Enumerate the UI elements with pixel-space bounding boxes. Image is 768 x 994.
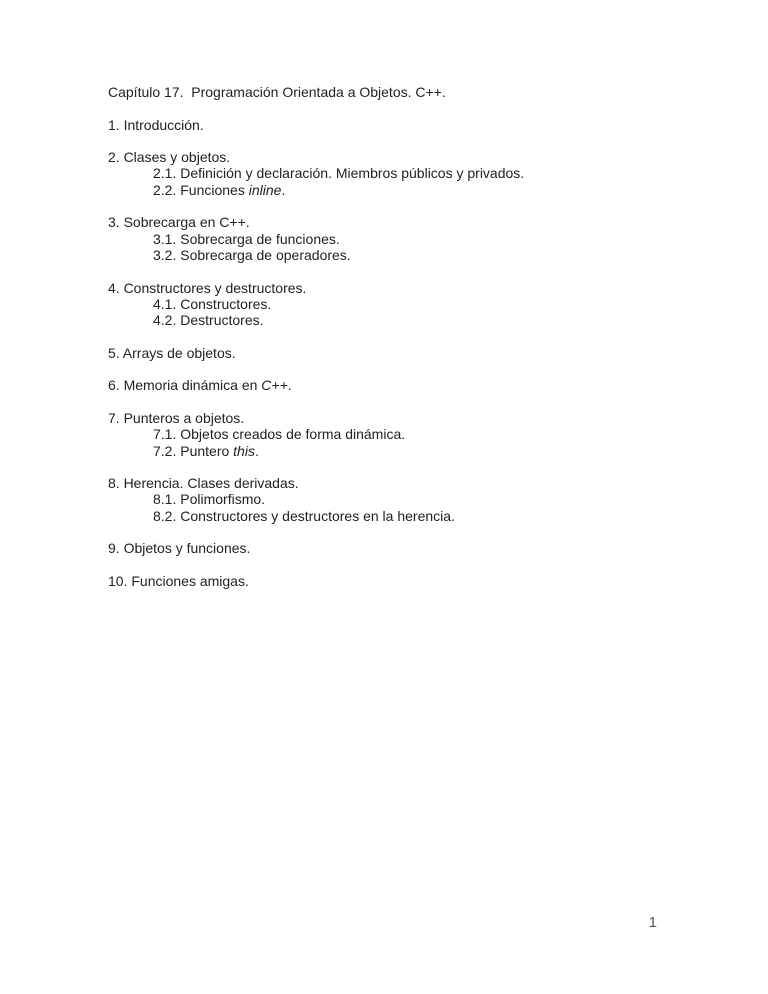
text-run: 2. Clases y objetos. [108,149,231,166]
toc-subitem [108,165,664,181]
toc-section [108,214,664,263]
chapter-title: Capítulo 17. Programación Orientada a Objetos. C++. [108,84,446,100]
text-run: 5. Arrays de objetos. [108,344,236,361]
text-run: . [281,181,286,198]
text-run: 7.1. Objetos creados de forma dinámica. [153,426,406,443]
toc-section [108,475,664,524]
toc-item [108,345,664,361]
toc-section [108,149,664,198]
toc-section [108,345,664,361]
toc-item [108,540,664,556]
text-run: 9. Objetos y funciones. [108,540,251,557]
toc-subitem [108,182,664,198]
toc-subitem [108,247,664,263]
toc-subitem [108,296,664,312]
toc-item [108,377,664,393]
toc-item [108,410,664,426]
toc-subitem [108,312,664,328]
toc-subitem [108,491,664,507]
toc-subitem [108,443,664,459]
toc-section [108,377,664,393]
text-run: 2.2. Funciones [153,181,249,198]
text-run: 4.2. Destructores. [153,312,264,329]
italic-term: inline [248,181,282,198]
toc-item [108,149,664,165]
italic-term: C++ [261,377,288,394]
text-run: 3. Sobrecarga en C++. [108,214,250,231]
text-run: 4. Constructores y destructores. [108,279,307,296]
toc-subitem [108,426,664,442]
toc-section [108,540,664,556]
text-run: 3.1. Sobrecarga de funciones. [153,230,340,247]
text-run: 7.2. Puntero [153,442,234,459]
toc-section [108,410,664,459]
text-run: 1. Introducción. [108,116,204,133]
text-run: . [287,377,292,394]
text-run: 10. Funciones amigas. [108,572,249,589]
toc-item [108,573,664,589]
text-run: 6. Memoria dinámica en [108,377,262,394]
text-run: 3.2. Sobrecarga de operadores. [153,246,351,263]
text-run: 2.1. Definición y declaración. Miembros públicos y privados. [153,165,525,182]
toc-item [108,475,664,491]
italic-term: this [233,442,255,459]
toc-section [108,117,664,133]
text-run: 4.1. Constructores. [153,295,272,312]
toc-item [108,117,664,133]
text-run: 7. Punteros a objetos. [108,409,245,426]
toc-subitem [108,508,664,524]
page-number: 1 [648,914,657,931]
toc-section [108,280,664,329]
text-run: . [254,442,259,459]
toc-section [108,573,664,589]
page-content [108,84,664,606]
text-run: 8.2. Constructores y destructores en la herencia. [153,507,455,524]
toc-subitem [108,231,664,247]
toc-item [108,214,664,230]
text-run: 8.1. Polimorfismo. [153,491,266,508]
text-run: 8. Herencia. Clases derivadas. [108,475,299,492]
table-of-contents [108,117,664,590]
toc-item [108,280,664,296]
